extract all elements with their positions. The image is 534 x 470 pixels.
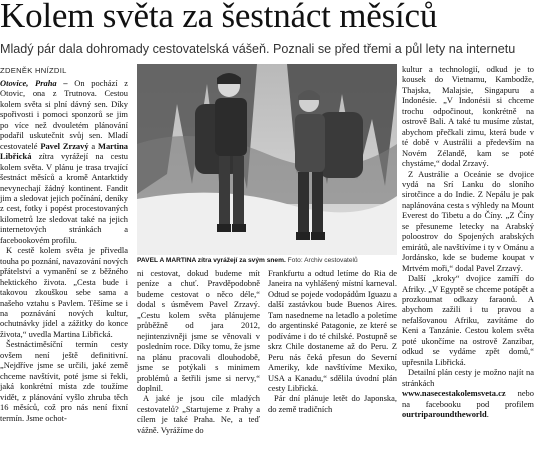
- paragraph-1-and: a: [88, 140, 98, 151]
- paragraph-11-start: Detailní plán cesty je možno najít na stránkách: [402, 367, 534, 388]
- paragraph-3: Šestnáctiměsíční termín cesty ovšem není ještě definitivní. „Nejdříve jsme se určili, jaké země chceme navštívit, poté jsme si řekli, jaká konkrétní místa zde toužíme vidět, z plánování vyšlo zhruba těch 16 měsíců, což pro nás není fixní termín. Jsme ochot-: [0, 339, 128, 423]
- facebook-profile-link[interactable]: ourtriparoundtheworld: [402, 408, 487, 419]
- paragraph-9: Z Austrálie a Oceánie se dvojice vydá na Srí Lanku do sloního sirotčince a do Indie. Z Nepálu je pak naplánována cesta s výhledy na Mount Everest do Tibetu a do Číny. „Z Číny se přesuneme letecky na Arabský poloostrov do Spojených arabských emirátů, ale navštívíme i ty v Ománu a Jordánsko, kde se budeme koupat v Mrtvém moři,“ dodal Pavel Zrzavý.: [402, 168, 534, 273]
- paragraph-1: [0, 78, 128, 245]
- article-column-1: [0, 78, 128, 423]
- subheadline: Mladý pár dala dohromady cestovatelská vášeň. Poznali se před třemi a půl lety na internetu: [0, 42, 516, 56]
- paragraph-1-end: zítra vyrážejí na cestu kolem světa. V plánu je trasa trvající šestnáct měsíců a kromě Antarktidy nevynechají žádný kontinent. Fandit jim a sledovat jejich počínání, deníky z cest, fotky i popést procestovaných kilometrů lze sledovat také na jejich internetových stránkách a facebookovém profilu.: [0, 151, 128, 245]
- dateline: Otovice, Praha –: [0, 78, 68, 88]
- paragraph-6: Frankfurtu a odtud letíme do Ria de Janeira na vyhlášený místní karneval. Odtud se pojede vodopádům Iguazu a další zastávkou bude Buenos Aires. Tam nasedneme na letadlo a poletíme do argentinské Patagonie, ze které se podíváme i do té chilské. Postupně se skrz Chile dostaneme až do Peru. Z Peru nás čeká přesun do Severní Ameriky, kde navštívíme Mexiko, USA a Kanadu,“ sdělila úvodní plán cesty Libřická.: [268, 268, 397, 393]
- article-column-3: [268, 268, 397, 414]
- paragraph-7: Pár dní plánuje letět do Japonska, do země tradičních: [268, 393, 397, 414]
- photo-illustration: [137, 64, 397, 255]
- photo-caption: [137, 257, 397, 265]
- caption-text: PAVEL A MARTINA zítra vyrážejí za svým snem.: [137, 257, 286, 264]
- paragraph-5: A jaké je jsou cíle mladých cestovatelů? „Startujeme z Prahy a cílem je také Praha. Ne, a teď vážně. Vyrážíme do: [137, 393, 260, 435]
- headline: Kolem světa za šestnáct měsíců: [0, 0, 438, 35]
- paragraph-11: [402, 367, 534, 419]
- paragraph-11-end: .: [486, 408, 489, 419]
- paragraph-2: K cestě kolem světa je přivedla touha po poznání, navazování nových přátelství a vymanění se z běžného hektického života. „Cesta bude i takovou zkouškou sebe sama a našeho vztahu s Pavlem. Těšíme se i na poznávání nových kultur, ochutnávky jídel a zážitky do konce života,“ uvedla Martina Libřická.: [0, 245, 128, 339]
- website-link[interactable]: www.nasecestakolemsveta.cz: [402, 388, 506, 399]
- paragraph-1-text: On pochází z Otovic, ona z Trutnova. Cestou kolem světa si plní dávný sen. Díky spořivosti i pomoci sponzorů se jim po více než dvouletém plánování podařil uskutečnit svůj sen. Mladí cestovatelé: [0, 78, 128, 151]
- photo-credit: Foto: Archiv cestovatelů: [287, 257, 358, 264]
- article-column-4: [402, 64, 534, 419]
- paragraph-8: kultur a technologií, odkud je to kousek do Vietnamu, Kambodže, Thajska, Malajsie, Singapuru a Indonésie. „V Indonésii si chceme trochu odpočinout, konkrétně na ostrově Bali. A také tu musíme zůstat, abychom přečkali zimu, která bude v té době v Austrálii a především na Novém Zélandě, kam se poté chystáme,“ dodal Zrzavý.: [402, 64, 534, 169]
- byline: ZDENĚK HNÍZDIL: [0, 66, 67, 75]
- article-column-2: [137, 268, 260, 435]
- paragraph-11-mid: nebo na facebooku pod profilem: [402, 388, 534, 409]
- person-name-pavel: Pavel Zrzavý: [40, 140, 89, 151]
- paragraph-10: Další „kroky“ dvojice zamíří do Afriky. „V Egyptě se chceme potápět a prozkoumat odkazy faraonů. A abychom zažili i tu pravou a nefalšovanou Afriku, zavítáme do Keni a Tanzánie. Cestou kolem světa poté ukončíme na ostrově Zanzibar, odkud se vydáme zpět domů,“ upřesnila Libřická.: [402, 273, 534, 367]
- paragraph-4: ni cestovat, dokud budeme mít peníze a chuť. Pravděpodobně budeme cestovat o něco déle,“ dodal s úsměvem Pavel Zrzavý. „Cestu kolem světa plánujeme průběžně od jara 2012, nejintenzivněji jsme se věnovali v posledním roce. Díky tomu, že jsme na plánu pracovali dlouhodobě, jsme se potýkali s minimem problémů a šetřili jsme si nervy,“ doplnil.: [137, 268, 260, 393]
- article-photo: [137, 64, 397, 255]
- person-name-martina: Martina Libřická: [0, 140, 128, 162]
